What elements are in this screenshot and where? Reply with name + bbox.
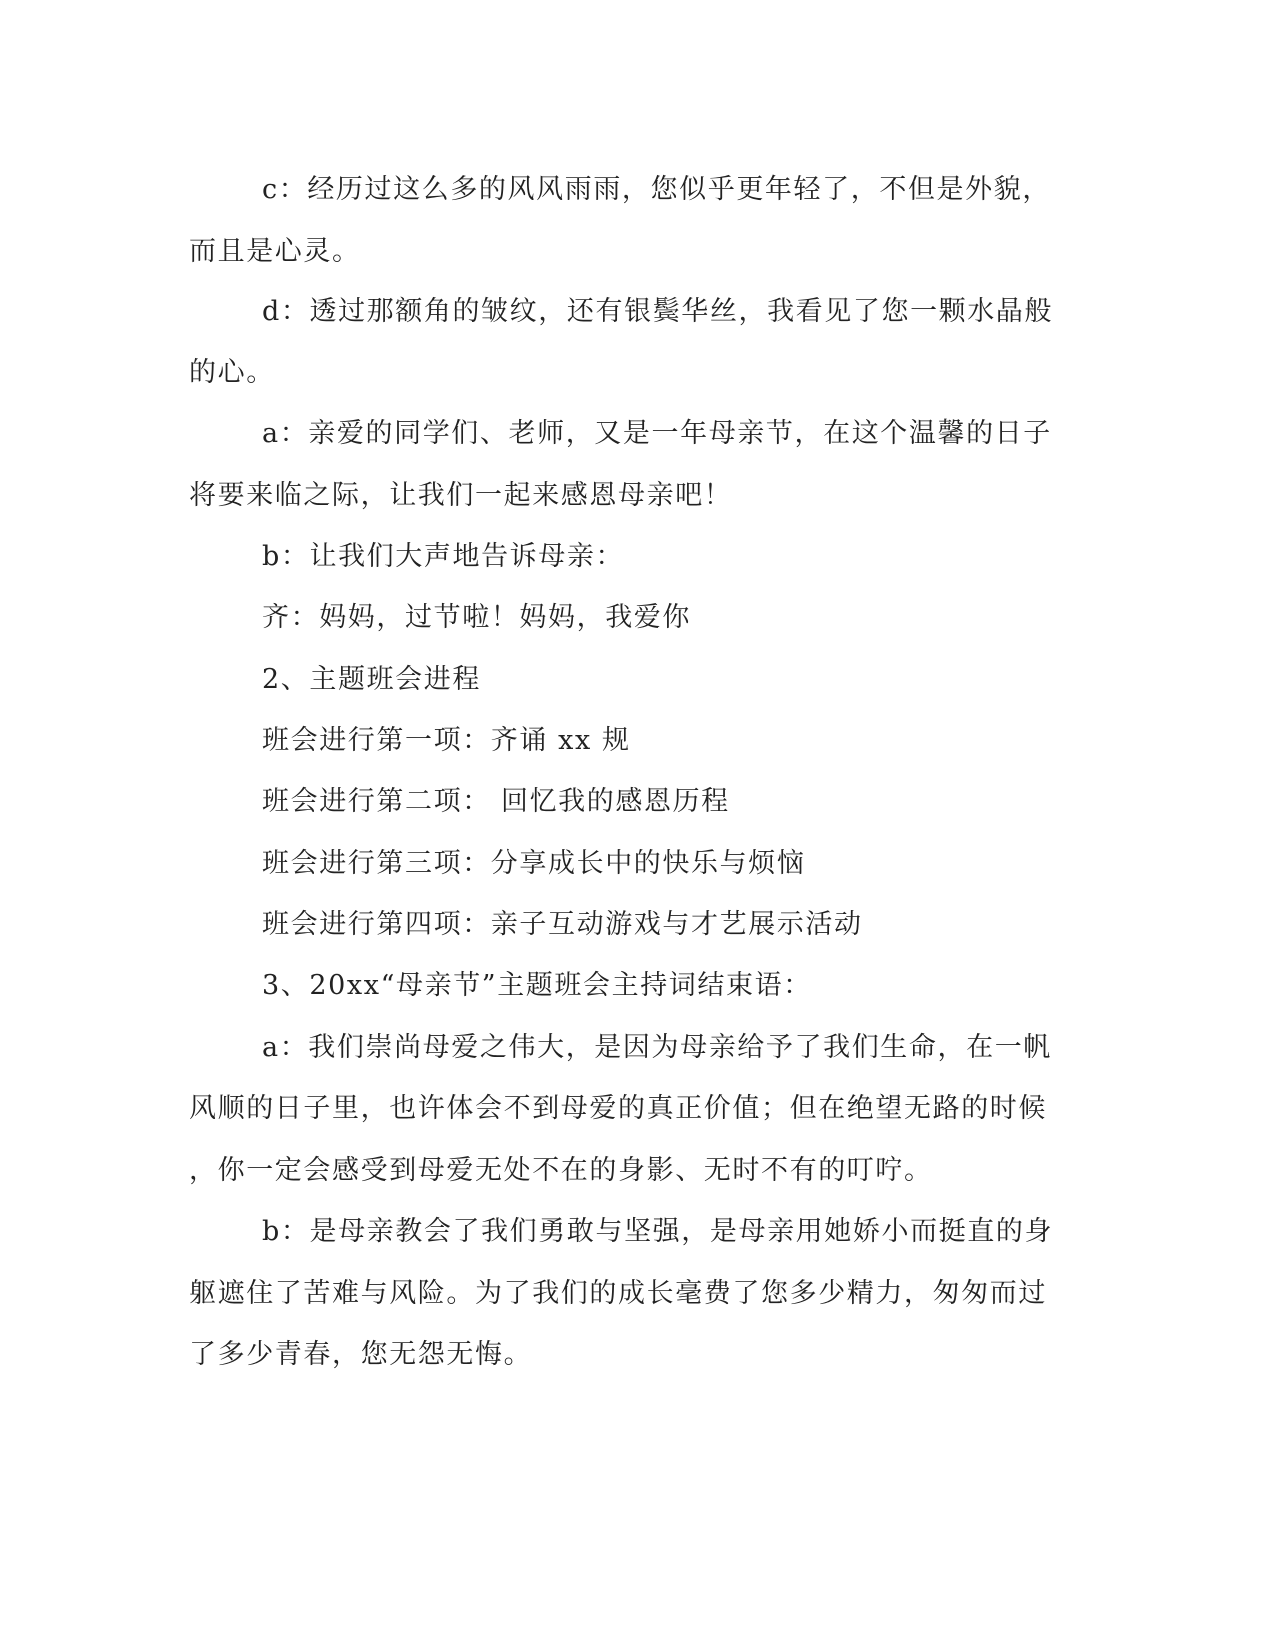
section-heading: 2、主题班会进程 [262, 664, 481, 695]
text-line: b：让我们大声地告诉母亲： [262, 541, 625, 572]
agenda-item: 班会进行第一项：齐诵 xx 规 [262, 725, 631, 756]
text-line: ，你一定会感受到母爱无处不在的身影、无时不有的叮咛。 [189, 1155, 933, 1186]
text-line: 躯遮住了苦难与风险。为了我们的成长毫费了您多少精力，匆匆而过 [189, 1278, 1047, 1309]
agenda-item: 班会进行第四项：亲子互动游戏与才艺展示活动 [262, 909, 863, 940]
text-line: 齐：妈妈，过节啦！妈妈，我爱你 [262, 602, 691, 633]
text-line: 将要来临之际，让我们一起来感恩母亲吧！ [189, 480, 733, 511]
text-line: 的心。 [189, 357, 275, 388]
text-line: d：透过那额角的皱纹，还有银鬓华丝，我看见了您一颗水晶般 [262, 296, 1054, 327]
text-line: 了多少青春，您无怨无悔。 [189, 1339, 533, 1370]
agenda-item: 班会进行第三项：分享成长中的快乐与烦恼 [262, 848, 806, 879]
text-line: 风顺的日子里，也许体会不到母爱的真正价值；但在绝望无路的时候 [189, 1093, 1047, 1124]
text-line: b：是母亲教会了我们勇敢与坚强，是母亲用她娇小而挺直的身 [262, 1216, 1054, 1247]
agenda-item: 班会进行第二项： 回忆我的感恩历程 [262, 786, 730, 817]
text-line: c：经历过这么多的风风雨雨，您似乎更年轻了，不但是外貌， [262, 174, 1051, 205]
section-heading: 3、20xx“母亲节”主题班会主持词结束语： [262, 970, 812, 1001]
text-line: 而且是心灵。 [189, 236, 361, 267]
text-line: a：我们崇尚母爱之伟大，是因为母亲给予了我们生命，在一帆 [262, 1032, 1052, 1063]
text-line: a：亲爱的同学们、老师，又是一年母亲节，在这个温馨的日子 [262, 418, 1052, 449]
